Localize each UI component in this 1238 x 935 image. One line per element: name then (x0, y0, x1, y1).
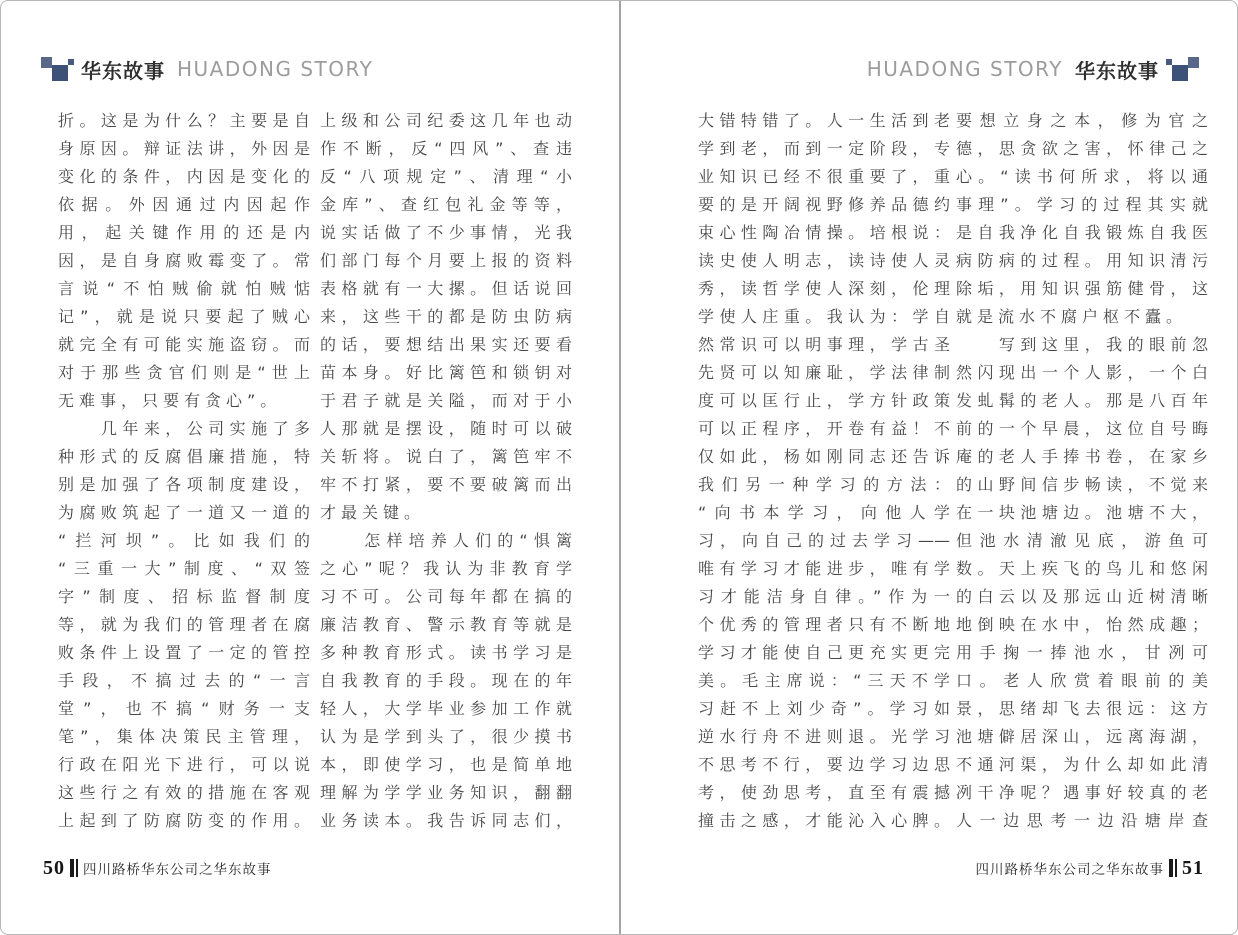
text-line: 习不可。公司每年都在搞的 (320, 587, 572, 606)
text-line: 金库”、查红包礼金等等， (320, 195, 572, 214)
text-line: 们部门每个月要上报的资料 (320, 251, 572, 270)
text-line: 冽干净呢？遇事好较真的老 (956, 783, 1208, 802)
text-line: 考，使劲思考，直至有震撼 (698, 783, 950, 802)
text-line: 业知识已经不很重要了，重 (698, 167, 950, 186)
left-footer-text: 四川路桥华东公司之华东故事 (83, 862, 272, 878)
text-line: 种形式的反腐倡廉措施，特 (58, 447, 310, 466)
text-line: 多种教育形式。读书学习是 (320, 643, 572, 662)
text-line: 依据。外因通过内因起作 (58, 195, 310, 214)
text-line: 然常识可以明事理，学古圣 (698, 335, 950, 354)
text-line: 习才能洁身自律。”作为一 (698, 587, 950, 606)
text-line: 学习才能使自己更充实更完 (698, 643, 950, 662)
text-line: 苗本身。好比篱笆和锁钥对 (320, 363, 572, 382)
text-line: 度可以匡行止，学方针政策 (698, 391, 950, 410)
text-line: 地倒映在水中，怡然成趣； (956, 615, 1208, 634)
text-line: “拦河坝”。比如我们的 (58, 531, 310, 550)
footer-bars-icon (70, 859, 78, 877)
text-line: “三重一大”制度、“双签 (58, 559, 310, 578)
text-line: 然闪现出一个人影，一个白 (956, 363, 1208, 382)
logo-square-large (52, 65, 68, 81)
text-line: 撞击之感，才能沁入心脾。 (698, 811, 950, 830)
text-line: 这些行之有效的措施在客观 (58, 783, 310, 802)
text-line: 学到老，而到一定阶段，专 (698, 139, 950, 158)
text-line: 习，向自己的过去学习—— (698, 531, 950, 550)
text-line: 作不断，反“四风”、查违 (320, 139, 572, 158)
right-page-column-1 (698, 107, 950, 835)
text-line: 的话，要想结出果实还要看 (320, 335, 572, 354)
logo-square-small (68, 59, 74, 65)
text-line: 逆水行舟不进则退。光学习 (698, 727, 950, 746)
text-line: 景，思绪却飞去很远：这方 (956, 699, 1208, 718)
text-line: 怎样培养人们的“惧篱 (320, 531, 572, 550)
right-page-header (861, 54, 1199, 84)
right-page-footer (976, 856, 1205, 880)
text-line: 仅如此，杨如刚同志还告诉 (698, 447, 950, 466)
text-line: 别是加强了各项制度建设， (58, 475, 310, 494)
text-line: 的白云以及那远山近树清晰 (956, 587, 1208, 606)
text-line: 之心”呢？我认为非教育学 (320, 559, 572, 578)
left-page-number: 50 (43, 856, 65, 879)
text-line: 牢不打紧，要不要破篱而出 (320, 475, 572, 494)
text-line: 习赶不上刘少奇”。学习如 (698, 699, 950, 718)
text-line: 本，即使学习，也是简单地 (320, 755, 572, 774)
text-line: 对于那些贪官们则是“世上 (58, 363, 310, 382)
header-title-chinese: 华东故事 (81, 58, 165, 83)
text-line: 的山野间信步畅读，不觉来 (956, 475, 1208, 494)
text-line: 可以正程序，开卷有益！不 (698, 419, 950, 438)
text-line: 笔”，集体决策民主管理， (58, 727, 310, 746)
left-page-column-1 (58, 107, 310, 835)
logo-square-medium (1188, 57, 1199, 68)
right-page-column-2 (956, 107, 1208, 835)
text-line: 束心性陶冶情操。培根说： (698, 223, 950, 242)
text-line: 用，起关键作用的还是内 (58, 223, 310, 242)
text-line: 不思考不行，要边学习边思 (698, 755, 950, 774)
text-line: 于君子就是关隘，而对于小 (320, 391, 572, 410)
text-line: 要的是开阔视野修养品德约 (698, 195, 950, 214)
text-line: 庵的老人手捧书卷，在家乡 (956, 447, 1208, 466)
header-title-chinese: 华东故事 (1075, 58, 1159, 83)
text-line: 表格就有一大摞。但话说回 (320, 279, 572, 298)
page-divider-line (619, 1, 621, 935)
text-line: 无难事，只要有贪心”。 (58, 391, 282, 410)
left-page-header (41, 54, 379, 84)
text-line: 来，这些干的都是防虫防病 (320, 307, 572, 326)
text-line: 轻人，大学毕业参加工作就 (320, 699, 572, 718)
text-line: 反“八项规定”、清理“小 (320, 167, 572, 186)
text-line: 但池水清澈见底，游鱼可 (956, 531, 1208, 550)
text-line: 廉洁教育、警示教育等就是 (320, 615, 572, 634)
text-line: 是自我净化自我锻炼自我医 (956, 223, 1208, 242)
text-line: 美。毛主席说：“三天不学 (698, 671, 950, 690)
text-line: 写到这里，我的眼前忽 (956, 335, 1208, 354)
header-title-english: HUADONG STORY (177, 57, 374, 81)
text-line: 我们另一种学习的方法： (698, 475, 950, 494)
text-line: 唯有学习才能进步，唯有学 (698, 559, 950, 578)
right-page-number: 51 (1182, 856, 1204, 879)
text-line: 折。这是为什么？主要是自 (58, 111, 310, 130)
text-line: 记”，就是说只要起了贼心 (58, 307, 310, 326)
text-line: 上起到了防腐防变的作用。 (58, 811, 310, 830)
text-line: 秀，读哲学使人深刻，伦理 (698, 279, 950, 298)
text-line: 学使人庄重。我认为：学自 (698, 307, 950, 326)
text-line: 事理”。学习的过程其实就 (956, 195, 1208, 214)
text-line: 就是流水不腐户枢不蠹。 (956, 307, 1188, 326)
text-line: 关斩将。说白了，篱笆牢不 (320, 447, 572, 466)
text-line: 发虬髯的老人。那是八百年 (956, 391, 1208, 410)
text-line: 手段，不搞过去的“一言 (58, 671, 310, 690)
text-line: 池塘僻居深山，远离海湖， (956, 727, 1208, 746)
text-line: 为腐败筑起了一道又一道的 (58, 503, 310, 522)
left-page-footer (43, 856, 272, 880)
text-line: 自我教育的手段。现在的年 (320, 671, 572, 690)
text-line: 人那就是摆设，随时可以破 (320, 419, 572, 438)
text-line: 就完全有可能实施盗窃。而 (58, 335, 310, 354)
text-line: 行政在阳光下进行，可以说 (58, 755, 310, 774)
header-title-english: HUADONG STORY (866, 57, 1063, 81)
text-line: 前的一个早晨，这位自号晦 (956, 419, 1208, 438)
footer-bars-icon (1169, 859, 1177, 877)
text-line: 先贤可以知廉耻，学法律制 (698, 363, 950, 382)
text-line: 业务读本。我告诉同志们， (320, 811, 572, 830)
text-line: 心。“读书何所求，将以通 (956, 167, 1208, 186)
text-line: 才最关键。 (320, 503, 426, 522)
logo-square-medium (41, 57, 52, 68)
text-line: 用手掬一捧池水，甘冽可 (956, 643, 1208, 662)
text-line: 上级和公司纪委这几年也动 (320, 111, 572, 130)
text-line: 说实话做了不少事情，光我 (320, 223, 572, 242)
text-line: 败条件上设置了一定的管控 (58, 643, 310, 662)
text-line: 理解为学学业务知识，翻翻 (320, 783, 572, 802)
text-line: 变化的条件，内因是变化的 (58, 167, 310, 186)
brand-pixel-logo-icon (41, 55, 75, 83)
text-line: 大错特错了。人一生活到老 (698, 111, 950, 130)
text-line: 认为是学到头了，很少摸书 (320, 727, 572, 746)
text-line: 德，思贪欲之害，怀律己之 (956, 139, 1208, 158)
text-line: 读史使人明志，读诗使人灵 (698, 251, 950, 270)
text-line: 不通河渠，为什么却如此清 (956, 755, 1208, 774)
text-line: 除垢，用知识强筋健骨，这 (956, 279, 1208, 298)
text-line: 字”制度、招标监督制度 (58, 587, 310, 606)
right-footer-text: 四川路桥华东公司之华东故事 (975, 862, 1164, 878)
text-line: 堂”，也不搞“财务一支 (58, 699, 310, 718)
text-line: 个优秀的管理者只有不断地 (698, 615, 950, 634)
text-line: 口。老人欣赏着眼前的美 (956, 671, 1208, 690)
text-line: 因，是自身腐败霉变了。常 (58, 251, 310, 270)
text-line: 等，就为我们的管理者在腐 (58, 615, 310, 634)
text-line: 在一块池塘边。池塘不大， (956, 503, 1208, 522)
text-line: 人一边思考一边沿塘岸查 (956, 811, 1208, 830)
text-line: 言说“不怕贼偷就怕贼惦 (58, 279, 310, 298)
logo-square-large (1172, 65, 1188, 81)
text-line: “向书本学习，向他人学 (698, 503, 950, 522)
brand-pixel-logo-icon (1165, 55, 1199, 83)
text-line: 数。天上疾飞的鸟儿和悠闲 (956, 559, 1208, 578)
text-line: 几年来，公司实施了多 (58, 419, 310, 438)
text-line: 病防病的过程。用知识清污 (956, 251, 1208, 270)
text-line: 要想立身之本，修为官之 (956, 111, 1208, 130)
left-page-column-2 (320, 107, 572, 835)
text-line: 身原因。辩证法讲，外因是 (58, 139, 310, 158)
